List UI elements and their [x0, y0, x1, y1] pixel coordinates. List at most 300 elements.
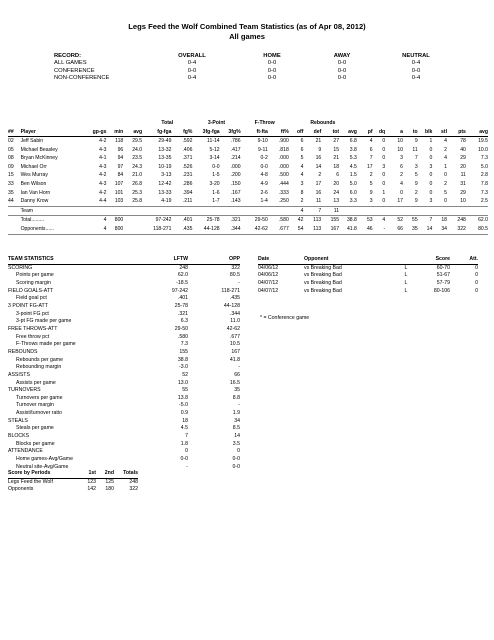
player-stat-cell: Ben Wilson [20, 181, 47, 188]
player-stat-cell: 35 [403, 225, 418, 234]
record-cell: 0-0 [337, 60, 347, 67]
player-stat-cell: 10 [460, 198, 466, 205]
player-row [8, 137, 488, 146]
player-stat-cell: 4-8 [260, 172, 268, 179]
player-stat-cell [192, 206, 219, 216]
player-stat-cell: 3 [429, 198, 433, 205]
player-column-header: stl [432, 128, 447, 137]
periods-header: Score by Periods [8, 470, 78, 478]
player-stat-cell: 16 [315, 189, 322, 196]
player-stat-cell: Ian Van Horn [20, 189, 51, 196]
opponent-stat-value: 14 [234, 433, 240, 440]
player-stat-cell: 4.5 [349, 163, 357, 170]
periods-row [8, 478, 138, 486]
player-stat-cell: 4-2 [99, 138, 107, 145]
player-stat-cell: 38.8 [339, 216, 357, 225]
player-stat-cell: 0 [444, 172, 447, 179]
player-stat-cell [123, 206, 142, 216]
player-stat-cell: 11 [460, 172, 466, 179]
team-stat-row [8, 311, 240, 319]
player-stat-cell: .231 [182, 172, 193, 179]
player-column-header: 3fg% [220, 128, 241, 137]
player-stat-cell: 4 [369, 138, 373, 145]
team-stat-value: 55 [182, 387, 188, 394]
player-stat-cell: 46 [357, 225, 373, 234]
player-stat-cell [385, 206, 403, 216]
player-stat-cell: 29 [460, 189, 466, 196]
player-column-header: avg [123, 128, 142, 137]
player-row [8, 197, 488, 206]
player-stat-cell: 2 [300, 198, 304, 205]
player-stat-cell: 41.8 [339, 225, 357, 234]
player-stat-cell: 6 [369, 146, 373, 153]
player-stat-cell [418, 206, 433, 216]
opponent-stat-value: 11.0 [230, 318, 240, 325]
player-stat-cell: 9-11 [258, 146, 268, 153]
player-column-header: gp-gs [83, 128, 106, 137]
periods-header: 1st [78, 470, 96, 478]
player-stat-cell: 34 [432, 225, 447, 234]
player-stat-cell: 6 [300, 138, 304, 145]
game-cell: vs Breaking Bad [304, 264, 342, 271]
player-stat-cell: 107 [114, 181, 124, 188]
game-cell: 04/07/12 [258, 279, 279, 286]
team-stats-header-row [8, 256, 240, 264]
team-stat-row [8, 341, 240, 349]
player-stat-cell: Opponents...... [21, 225, 84, 234]
player-stat-cell: 4-4 [99, 198, 107, 205]
game-cell: 51-67 [436, 272, 450, 279]
team-stat-row [8, 387, 240, 395]
record-cell: 0-0 [267, 75, 277, 82]
player-stat-cell: 9 [414, 181, 418, 188]
player-stat-cell: 4 [300, 163, 304, 170]
player-stat-cell: 54 [289, 225, 304, 234]
game-cell: 04/07/12 [258, 287, 279, 294]
team-stat-row [8, 349, 240, 357]
player-stat-cell: 31 [460, 181, 466, 188]
player-stat-cell: .401 [171, 216, 192, 225]
team-stat-value: .321 [177, 310, 188, 317]
player-stat-cell: 3 [369, 198, 373, 205]
record-summary [54, 53, 458, 83]
record-cell: CONFERENCE [54, 67, 95, 74]
player-stat-cell: Wes Murray [20, 172, 48, 179]
team-stat-value: 4.5 [180, 425, 188, 432]
player-stat-cell: 4-3 [99, 163, 107, 170]
game-cell: 04/06/12 [258, 272, 279, 279]
record-header: HOME [263, 53, 281, 59]
team-stat-value: 52 [182, 371, 188, 378]
player-stat-cell: 9 [369, 189, 373, 196]
player-column-header: def [303, 128, 321, 137]
player-stat-cell: 4-3 [99, 146, 107, 153]
player-stat-cell: 3 [300, 181, 304, 188]
player-stat-cell: 4 [444, 138, 447, 145]
team-stat-label: Field goal pct [16, 295, 47, 302]
player-stat-cell [373, 206, 386, 216]
game-cell: L [404, 279, 408, 286]
opponent-stat-value: .344 [229, 310, 240, 317]
player-stat-cell: .371 [182, 155, 193, 162]
periods-rows [8, 478, 138, 494]
team-stat-value: .401 [177, 295, 188, 302]
player-column-header: Player [21, 128, 84, 137]
game-row [258, 280, 478, 288]
team-stat-row [8, 441, 240, 449]
player-stat-cell: .592 [182, 138, 193, 145]
player-stat-cell: 16 [315, 155, 322, 162]
player-stat-cell: 12-42 [158, 181, 172, 188]
player-row [8, 146, 488, 155]
player-stat-cell: 40 [460, 146, 466, 153]
team-stat-label: REBOUNDS [8, 348, 38, 355]
player-stat-cell: 7 [418, 216, 433, 225]
record-cell: ALL GAMES [54, 60, 87, 67]
player-stat-cell: 4 [289, 206, 304, 216]
game-cell: vs Breaking Bad [304, 279, 342, 286]
player-stat-cell: 2 [369, 172, 373, 179]
team-stat-label: Steals per game [16, 425, 54, 432]
player-stat-cell: 21 [315, 138, 322, 145]
game-header: Score [416, 256, 450, 264]
opponent-stat-value: .677 [229, 333, 240, 340]
player-stat-cell: 24 [333, 189, 340, 196]
periods-cell: Legs Feed the Wolf [8, 478, 53, 485]
player-stat-cell: 17 [366, 163, 373, 170]
player-stat-cell: 18 [432, 216, 447, 225]
player-stat-cell: 11 [321, 206, 339, 216]
opponent-stat-value: 10.5 [229, 341, 240, 348]
team-stat-label: 3-point FG pct [16, 310, 49, 317]
player-stat-cell: 11 [315, 198, 322, 205]
team-stat-label: Blocks per game [16, 440, 55, 447]
player-stat-cell: 19.5 [478, 138, 488, 145]
opponent-stat-value: 167 [231, 348, 240, 355]
player-stat-cell: .406 [182, 146, 193, 153]
player-stat-cell: 0 [400, 189, 403, 196]
player-stat-cell: .333 [278, 189, 289, 196]
team-stats-header: OPP [188, 256, 240, 264]
team-stat-label: Assist/turnover ratio [16, 410, 62, 417]
team-stat-value: 248 [179, 264, 188, 271]
team-stat-label: 3-pt FG made per game [16, 318, 72, 325]
periods-header: Totals [114, 470, 138, 478]
player-stat-cell: .818 [278, 146, 289, 153]
game-cell: 0 [475, 279, 478, 286]
team-stat-value: 155 [179, 348, 188, 355]
record-cell: 0-0 [411, 67, 421, 74]
player-stat-cell: 3-13 [161, 172, 172, 179]
team-stats-rows [8, 264, 240, 471]
player-stat-cell: 5 [369, 181, 373, 188]
team-stat-label: FREE THROWS-ATT [8, 325, 58, 332]
player-column-header: blk [418, 128, 433, 137]
opponent-stat-value: 322 [231, 264, 240, 271]
player-stat-cell: 2 [400, 172, 403, 179]
team-stat-label: ATTENDANCE [8, 448, 43, 455]
player-stat-cell: 05 [8, 146, 14, 153]
opponent-stat-value: 66 [234, 371, 240, 378]
player-stat-cell: .250 [278, 198, 289, 205]
player-stat-cell: .417 [230, 146, 241, 153]
player-stat-cell: 4-3 [99, 181, 107, 188]
player-stat-cell: 6.0 [349, 189, 357, 196]
team-stat-label: Rebounding margin [16, 364, 62, 371]
player-column-header: fg-fga [142, 128, 171, 137]
opponent-stat-value: 118-271 [221, 287, 240, 294]
player-stat-cell: 15 [333, 146, 340, 153]
player-column-header: pts [447, 128, 466, 137]
player-stat-cell: 3 [400, 155, 403, 162]
column-group-label: 3-Point [207, 120, 226, 126]
opponent-stat-value: 34 [234, 417, 240, 424]
team-stat-value: 13.8 [177, 394, 188, 401]
game-cell: 0 [475, 272, 478, 279]
player-stat-cell: 42 [289, 216, 304, 225]
team-stat-row [8, 272, 240, 280]
team-stat-value: 0-0 [180, 456, 188, 463]
game-cell: L [404, 287, 408, 294]
team-stat-value: 7.3 [180, 341, 188, 348]
player-stat-cell: 10.0 [478, 146, 488, 153]
player-stat-cell: 2 [414, 189, 418, 196]
player-stat-cell: 2 [444, 181, 447, 188]
player-column-header: avg [466, 128, 488, 137]
player-stat-cell: 15 [8, 172, 14, 179]
player-stat-cell: Total......... [21, 216, 84, 225]
game-cell: 80-106 [433, 287, 450, 294]
team-stat-row [8, 357, 240, 365]
team-stat-row [8, 402, 240, 410]
player-stat-cell: 4 [83, 225, 106, 234]
player-stat-cell [268, 206, 289, 216]
team-stat-row [8, 280, 240, 288]
opponent-stat-value: - [238, 402, 240, 409]
game-cell: 04/06/12 [258, 264, 279, 271]
game-cell: 0 [475, 264, 478, 271]
game-cell: L [404, 272, 408, 279]
player-stat-cell: Jeff Sabin [20, 138, 44, 145]
periods-cell: 142 [87, 486, 96, 493]
player-stat-cell: .211 [182, 198, 193, 205]
player-stat-cell: 14 [418, 225, 433, 234]
player-stat-cell: 11-14 [206, 138, 220, 145]
player-stat-cell: 27 [333, 138, 340, 145]
opponent-stat-value: - [238, 364, 240, 371]
record-row [54, 68, 458, 75]
player-stat-cell [123, 216, 142, 225]
player-stat-cell: 5 [300, 155, 304, 162]
record-header: NEUTRAL [402, 53, 430, 59]
game-header: Att. [450, 256, 478, 264]
player-row [8, 163, 488, 172]
player-stat-cell: 6 [300, 146, 304, 153]
opponent-stat-value: 80.5 [229, 272, 240, 279]
player-stat-cell [432, 206, 447, 216]
periods-cell: 125 [105, 478, 114, 485]
player-stat-cell: 78 [460, 138, 466, 145]
player-stat-cell: 29 [460, 155, 466, 162]
player-stat-cell: 53 [357, 216, 373, 225]
team-stat-row [8, 264, 240, 272]
player-stat-cell: 5.0 [480, 163, 488, 170]
team-stat-value: - [186, 463, 188, 470]
player-stat-cell [123, 225, 142, 234]
team-stat-row [8, 288, 240, 296]
team-stat-row [8, 372, 240, 380]
player-stat-cell [83, 206, 106, 216]
player-stat-cell: 35 [8, 189, 14, 196]
record-header: AWAY [333, 53, 351, 59]
player-stat-cell: 1-7 [212, 198, 220, 205]
player-stat-cell: 800 [106, 216, 123, 225]
player-stat-cell: 1-5 [212, 172, 220, 179]
player-stat-cell: 25.3 [132, 189, 143, 196]
player-stat-cell: 118 [115, 138, 124, 145]
team-stat-row [8, 318, 240, 326]
team-stat-label: Neutral site-Avg/Game [16, 463, 69, 470]
player-stat-cell: .394 [182, 189, 193, 196]
team-stat-label: Rebounds per game [16, 356, 64, 363]
player-stat-cell: 0-2 [260, 155, 268, 162]
player-stat-cell: .200 [230, 172, 241, 179]
player-stat-cell: 4-19 [161, 198, 172, 205]
player-stat-cell: 26.8 [132, 181, 143, 188]
player-stat-cell: 1 [429, 138, 433, 145]
game-row [258, 288, 478, 296]
player-stat-cell: 4-9 [260, 181, 268, 188]
player-stat-cell: .150 [230, 181, 241, 188]
team-stat-label: Turnover margin [16, 402, 54, 409]
player-stat-cell: .435 [171, 225, 192, 234]
player-stat-cell: .580 [268, 216, 289, 225]
team-stat-row [8, 456, 240, 464]
player-stat-cell: 167 [321, 225, 339, 234]
team-stat-row [8, 418, 240, 426]
player-stat-cell [8, 225, 21, 234]
player-stat-cell: 10 [397, 138, 403, 145]
record-cell: 0-4 [411, 75, 421, 82]
record-cell: 0-4 [187, 75, 197, 82]
record-cell: 0-0 [267, 60, 277, 67]
player-stat-cell: 0 [382, 138, 386, 145]
team-stat-label: Scoring margin [16, 279, 51, 286]
team-row [8, 206, 488, 216]
team-stat-label: Free throw pct [16, 333, 50, 340]
player-stat-cell: 8 [300, 189, 304, 196]
player-stat-cell: 4 [444, 155, 447, 162]
periods-cell: Opponents [8, 486, 34, 493]
team-stat-row [8, 295, 240, 303]
player-stat-cell: 4 [400, 181, 403, 188]
player-stat-cell: 1 [382, 189, 386, 196]
player-stat-cell: 09 [8, 163, 14, 170]
game-cell: vs Breaking Bad [304, 272, 342, 279]
record-row [54, 60, 458, 67]
player-stat-cell: 13 [333, 198, 340, 205]
player-column-header: dq [373, 128, 386, 137]
player-stat-cell: 42-62 [241, 225, 268, 234]
game-cell: L [404, 264, 408, 271]
player-stat-cell: Danny Krow [20, 198, 49, 205]
player-stat-cell: 9 [414, 198, 418, 205]
player-stat-cell: 21.0 [132, 172, 143, 179]
player-stat-cell: 4 [300, 172, 304, 179]
team-stat-value: 6.3 [180, 318, 188, 325]
column-group-row [8, 120, 488, 128]
report-subtitle: All games [229, 32, 265, 41]
team-stat-value: 97-242 [171, 287, 188, 294]
player-stat-cell: Team [21, 206, 84, 216]
game-header-row [258, 256, 478, 264]
player-stat-cell: .167 [230, 189, 241, 196]
player-stat-cell: 5 [414, 172, 418, 179]
opponent-stat-value: - [238, 279, 240, 286]
game-header [396, 256, 416, 264]
player-stat-cell: 24.3 [132, 163, 143, 170]
team-stats-header: TEAM STATISTICS [8, 256, 140, 264]
team-stat-row [8, 425, 240, 433]
player-column-header: min [106, 128, 123, 137]
player-stat-cell: 29-50 [241, 216, 268, 225]
player-stat-cell: .000 [278, 163, 289, 170]
player-stat-cell: .286 [182, 181, 193, 188]
player-column-header: off [289, 128, 304, 137]
player-stat-cell [8, 206, 21, 216]
player-stat-cell: - [373, 225, 386, 234]
player-stat-cell: 2.5 [480, 198, 488, 205]
team-stat-row [8, 433, 240, 441]
player-stat-cell: 0 [429, 146, 433, 153]
record-cell: 0-4 [187, 60, 197, 67]
player-stat-cell: 0 [382, 155, 386, 162]
team-stat-row [8, 334, 240, 342]
team-stats-header: LFTW [140, 256, 188, 264]
player-stat-cell: 97-242 [142, 216, 171, 225]
player-stat-cell: 25.8 [132, 198, 143, 205]
opponents-row [8, 225, 488, 234]
periods-row [8, 486, 138, 494]
player-stat-cell: 44 [8, 198, 14, 205]
team-stat-row [8, 448, 240, 456]
game-results-table [258, 256, 478, 295]
player-stat-cell: 322 [447, 225, 466, 234]
record-cell: 0-0 [337, 67, 347, 74]
player-stat-cell [357, 206, 373, 216]
player-stat-cell: 5.3 [349, 155, 357, 162]
team-stat-row [8, 410, 240, 418]
player-stat-cell: .000 [230, 163, 241, 170]
player-stat-cell: 1-4 [260, 198, 268, 205]
player-stat-cell: 55 [403, 216, 418, 225]
player-column-header: 3fg-fga [192, 128, 219, 137]
player-stat-cell [171, 206, 192, 216]
player-stat-cell: 101 [114, 189, 124, 196]
conference-note: * = Conference game [260, 315, 310, 321]
player-stat-cell: 24.0 [132, 146, 143, 153]
player-stat-cell: 9 [318, 146, 322, 153]
player-row [8, 154, 488, 163]
player-stat-cell: .786 [230, 138, 241, 145]
player-column-header: tot [321, 128, 339, 137]
player-stat-cell: .677 [268, 225, 289, 234]
player-stat-cell: Michael Beasley [20, 146, 58, 153]
player-stat-cell: 1-6 [212, 189, 220, 196]
player-stat-cell: 0 [429, 172, 433, 179]
opponent-stat-value: 0 [237, 448, 240, 455]
team-stats-table [8, 256, 240, 471]
